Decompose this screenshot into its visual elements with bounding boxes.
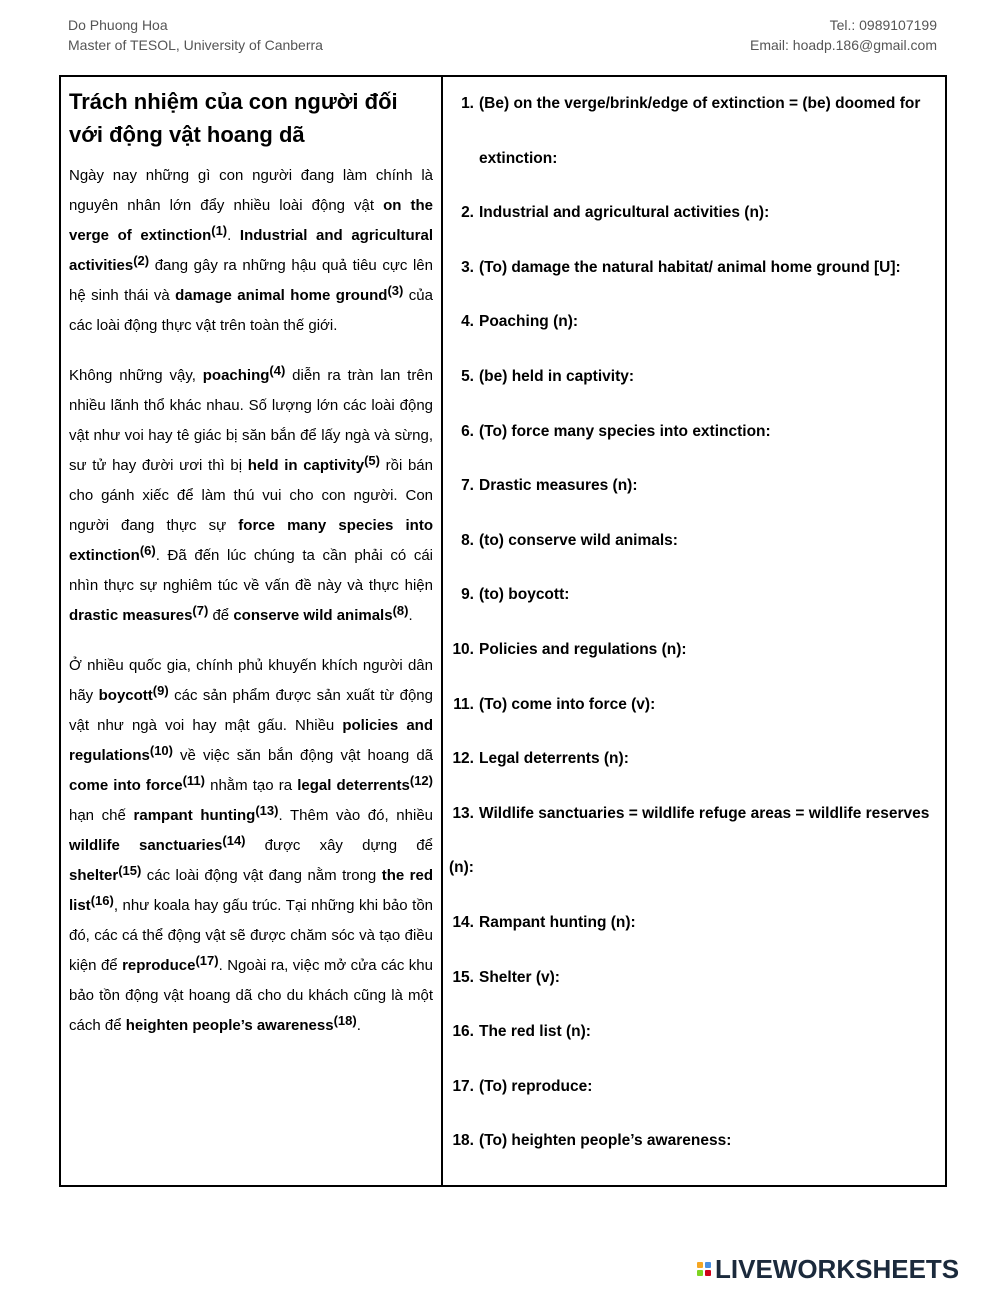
paragraph-2: Không những vậy, poaching$^{(4)}$ diễn ra tràn lan trên nhiều lãnh thổ khác nhau. Số lượng lớn các loài động vật như voi hay tê giác bị săn bắn để lấy ngà và sừng, sư tử hay đười ươi thì bị held in captivity$^{(5)}$ rồi bán cho gánh xiếc để làm thú vui cho con người. Con người đang thực sự force many species into extinction$^{(6)}$. Đã đến lúc chúng ta cần phải có cái nhìn thực sự nghiêm túc về vấn đề này và thực hiện drastic measures$^{(7)}$ để conserve wild animals$^{(8)}$. (69, 363, 433, 624)
term-10: policies and regulations (69, 717, 433, 764)
logo-square (697, 1262, 703, 1268)
term-17: reproduce (122, 957, 196, 974)
vocab-item: 10. Policies and regulations (n): (452, 640, 687, 658)
vocab-item: 13. Wildlife sanctuaries = wildlife refuge areas = wildlife reserves (452, 804, 930, 822)
term-7: drastic measures (69, 607, 193, 624)
term-16: the red list (69, 867, 433, 914)
author-email: Email: hoadp.186@gmail.com (750, 37, 937, 53)
logo-text: LIVEWORKSHEETS (715, 1253, 960, 1284)
vocab-item: 12. Legal deterrents (n): (452, 750, 629, 768)
vocabulary-list (449, 77, 935, 1169)
vocab-item: 17. (To) reproduce: (452, 1077, 593, 1095)
term-13: rampant hunting (133, 807, 256, 824)
vocab-item: 9. (to) boycott: (461, 586, 570, 604)
vocab-item: 14. Rampant hunting (n): (452, 913, 636, 931)
author-name: Do Phuong Hoa (68, 17, 168, 33)
term-4: poaching (202, 367, 270, 384)
term-1: on the verge of extinction (69, 197, 434, 244)
term-3: damage animal home ground (175, 287, 388, 304)
vocab-item-continuation: (n): (449, 859, 474, 877)
author-degree: Master of TESOL, University of Canberra (68, 37, 323, 53)
vocab-item: 8. (to) conserve wild animals: (461, 531, 678, 549)
term-11: come into force (69, 777, 183, 794)
term-9: boycott (98, 687, 153, 704)
logo-square (705, 1270, 711, 1276)
vocab-item: 7. Drastic measures (n): (461, 477, 638, 495)
term-8: conserve wild animals (233, 607, 393, 624)
logo-square (705, 1262, 711, 1268)
term-5: held in captivity (247, 457, 365, 474)
reading-passage (69, 85, 433, 1061)
vocabulary-column (449, 77, 935, 1169)
passage-title: Trách nhiệm của con người đối với động vật hoang dã (69, 89, 398, 147)
author-tel: Tel.: 0989107199 (829, 17, 937, 33)
vocab-item: 2. Industrial and agricultural activities (n): (461, 204, 770, 222)
paragraph-3: Ở nhiều quốc gia, chính phủ khuyến khích người dân hãy boycott$^{(9)}$ các sản phẩm được sản xuất từ động vật như ngà voi hay mật gấu. Nhiều policies and regulations$^{(10)}$ về việc săn bắn động vật hoang dã come into force$^{(11)}$ nhằm tạo ra legal deterrents$^{(12)}$ hạn chế rampant hunting$^{(13)}$. Thêm vào đó, nhiều wildlife sanctuaries$^{(14)}$ được xây dựng để shelter$^{(15)}$ các loài động vật đang nằm trong the red list$^{(16)}$, như koala hay gấu trúc. Tại những khi bảo tồn đó, các cá thể động vật sẽ được chăm sóc và tạo điều kiện để reproduce$^{(17)}$. Ngoài ra, việc mở cửa các khu bảo tồn động vật hoang dã cho du khách cũng là một cách để heighten people’s awareness$^{(18)}$. (69, 657, 434, 1034)
vocab-item-continuation: extinction: (479, 149, 558, 167)
vocab-item: 15. Shelter (v): (452, 968, 560, 986)
term-12: legal deterrents (297, 777, 410, 794)
vocab-item: 1. (Be) on the verge/brink/edge of extinction = (be) doomed for (461, 95, 921, 112)
term-14: wildlife sanctuaries (69, 837, 223, 854)
vocab-item: 5. (be) held in captivity: (461, 367, 635, 385)
term-18: heighten people’s awareness (125, 1017, 334, 1034)
vocab-item: 11. (To) come into force (v): (453, 695, 656, 713)
logo-mark-icon (697, 1262, 711, 1276)
header-left (68, 15, 323, 55)
term-2: Industrial and agricultural activities (69, 227, 433, 274)
paragraph-1: Ngày nay những gì con người đang làm chính là nguyên nhân lớn đẩy nhiều loài động vật on the verge of extinction$^{(1)}$. Industrial and agricultural activities$^{(2)}$ đang gây ra những hậu quả tiêu cực lên hệ sinh thái và damage animal home ground$^{(3)}$ của các loài động thực vật trên toàn thế giới. (69, 167, 434, 334)
vocab-item: 16. The red list (n): (452, 1023, 591, 1041)
worksheet-table (59, 75, 947, 1187)
term-6: force many species into extinction (69, 517, 433, 564)
liveworksheets-logo[interactable] (697, 1254, 959, 1284)
vocab-item: 18. (To) heighten people’s awareness: (452, 1132, 732, 1150)
term-15: shelter (69, 867, 119, 884)
header-right (750, 15, 937, 55)
column-divider (441, 77, 443, 1185)
vocab-item: 4. Poaching (n): (461, 313, 579, 331)
vocab-item: 3. (To) damage the natural habitat/ animal home ground [U]: (461, 258, 901, 276)
vocab-item: 6. (To) force many species into extinction: (461, 422, 771, 440)
logo-square (697, 1270, 703, 1276)
